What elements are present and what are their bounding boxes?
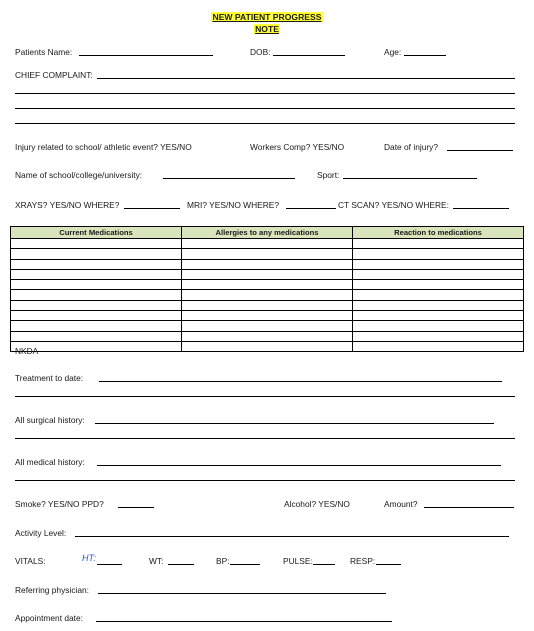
injury-related-label: Injury related to school/ athletic event? YES/NO [15,142,192,152]
amount-field[interactable] [424,507,514,508]
nkda-label: NKDA [15,346,39,356]
current-medication-cell[interactable] [11,249,182,259]
table-row [11,341,524,351]
allergy-cell[interactable] [182,290,353,300]
activity-level-field[interactable] [75,536,509,537]
allergy-cell[interactable] [182,249,353,259]
appointment-date-field[interactable] [96,621,392,622]
school-name-field[interactable] [163,178,295,179]
treatment-field[interactable] [99,381,502,382]
current-medication-cell[interactable] [11,331,182,341]
ct-scan-where-field[interactable] [453,208,509,209]
current-medication-cell[interactable] [11,280,182,290]
alcohol-label: Alcohol? YES/NO [284,499,350,509]
medications-table [10,226,524,352]
resp-label: RESP: [350,556,376,566]
patient-name-field[interactable] [79,55,213,56]
ht-field[interactable] [97,564,122,565]
table-row [11,259,524,269]
form-title-line1: NEW PATIENT PROGRESS [212,12,322,22]
treatment-label: Treatment to date: [15,373,84,383]
bp-label: BP: [216,556,230,566]
smoke-label: Smoke? YES/NO PPD? [15,499,104,509]
reaction-cell[interactable] [353,259,524,269]
current-medication-cell[interactable] [11,300,182,310]
dob-field[interactable] [273,55,345,56]
table-row [11,331,524,341]
allergy-cell[interactable] [182,259,353,269]
pulse-label: PULSE: [283,556,313,566]
chief-complaint-line-2[interactable] [15,93,515,94]
current-medication-cell[interactable] [11,321,182,331]
table-row [11,321,524,331]
form-title-line2: NOTE [255,24,279,34]
table-row [11,239,524,249]
workers-comp-label: Workers Comp? YES/NO [250,142,345,152]
amount-label: Amount? [384,499,418,509]
surgical-history-line-2[interactable] [15,438,515,439]
current-medication-cell[interactable] [11,290,182,300]
allergy-cell[interactable] [182,341,353,351]
wt-field[interactable] [168,564,194,565]
xrays-label: XRAYS? YES/NO WHERE? [15,200,120,210]
medical-history-label: All medical history: [15,457,85,467]
allergy-cell[interactable] [182,311,353,321]
reaction-cell[interactable] [353,280,524,290]
ct-scan-label: CT SCAN? YES/NO WHERE: [338,200,449,210]
wt-label: WT: [149,556,164,566]
reaction-cell[interactable] [353,249,524,259]
medical-history-field[interactable] [97,465,501,466]
mri-label: MRI? YES/NO WHERE? [187,200,279,210]
school-name-label: Name of school/college/university: [15,170,143,180]
allergy-cell[interactable] [182,300,353,310]
medications-table-header [11,227,524,239]
allergy-cell[interactable] [182,269,353,279]
reaction-cell[interactable] [353,290,524,300]
referring-physician-field[interactable] [98,593,386,594]
allergy-cell[interactable] [182,239,353,249]
mri-where-field[interactable] [286,208,336,209]
age-label: Age: [384,47,402,57]
table-row [11,249,524,259]
current-medication-cell[interactable] [11,269,182,279]
table-row [11,269,524,279]
referring-physician-label: Referring physician: [15,585,90,595]
chief-complaint-label: CHIEF COMPLAINT: [15,70,93,80]
form-title [0,12,534,22]
age-field[interactable] [404,55,446,56]
appointment-date-label: Appointment date: [15,613,83,623]
reaction-cell[interactable] [353,341,524,351]
table-row [11,290,524,300]
table-row [11,311,524,321]
medical-history-line-2[interactable] [15,480,515,481]
surgical-history-field[interactable] [95,423,494,424]
reaction-cell[interactable] [353,311,524,321]
allergy-cell[interactable] [182,321,353,331]
chief-complaint-line-3[interactable] [15,108,515,109]
ppd-field[interactable] [118,507,154,508]
treatment-line-2[interactable] [15,396,515,397]
date-of-injury-field[interactable] [447,150,513,151]
reaction-cell[interactable] [353,269,524,279]
reaction-cell[interactable] [353,321,524,331]
current-medication-cell[interactable] [11,259,182,269]
bp-field[interactable] [230,564,260,565]
pulse-field[interactable] [313,564,335,565]
sport-label: Sport: [317,170,340,180]
reaction-header: Reaction to medications [353,227,524,239]
vitals-label: VITALS: [15,556,46,566]
ht-handwritten-label: HT: [82,553,96,563]
current-medication-cell[interactable] [11,239,182,249]
xrays-where-field[interactable] [124,208,180,209]
current-medications-header: Current Medications [11,227,182,239]
chief-complaint-field[interactable] [97,78,515,79]
table-row [11,300,524,310]
chief-complaint-line-4[interactable] [15,123,515,124]
patient-name-label: Patients Name: [15,47,73,57]
current-medication-cell[interactable] [11,311,182,321]
allergy-cell[interactable] [182,331,353,341]
reaction-cell[interactable] [353,239,524,249]
sport-field[interactable] [343,178,477,179]
activity-level-label: Activity Level: [15,528,67,538]
dob-label: DOB: [250,47,271,57]
date-of-injury-label: Date of injury? [384,142,438,152]
reaction-cell[interactable] [353,331,524,341]
table-row [11,280,524,290]
reaction-cell[interactable] [353,300,524,310]
resp-field[interactable] [376,564,401,565]
surgical-history-label: All surgical history: [15,415,85,425]
allergies-header: Allergies to any medications [182,227,353,239]
allergy-cell[interactable] [182,280,353,290]
